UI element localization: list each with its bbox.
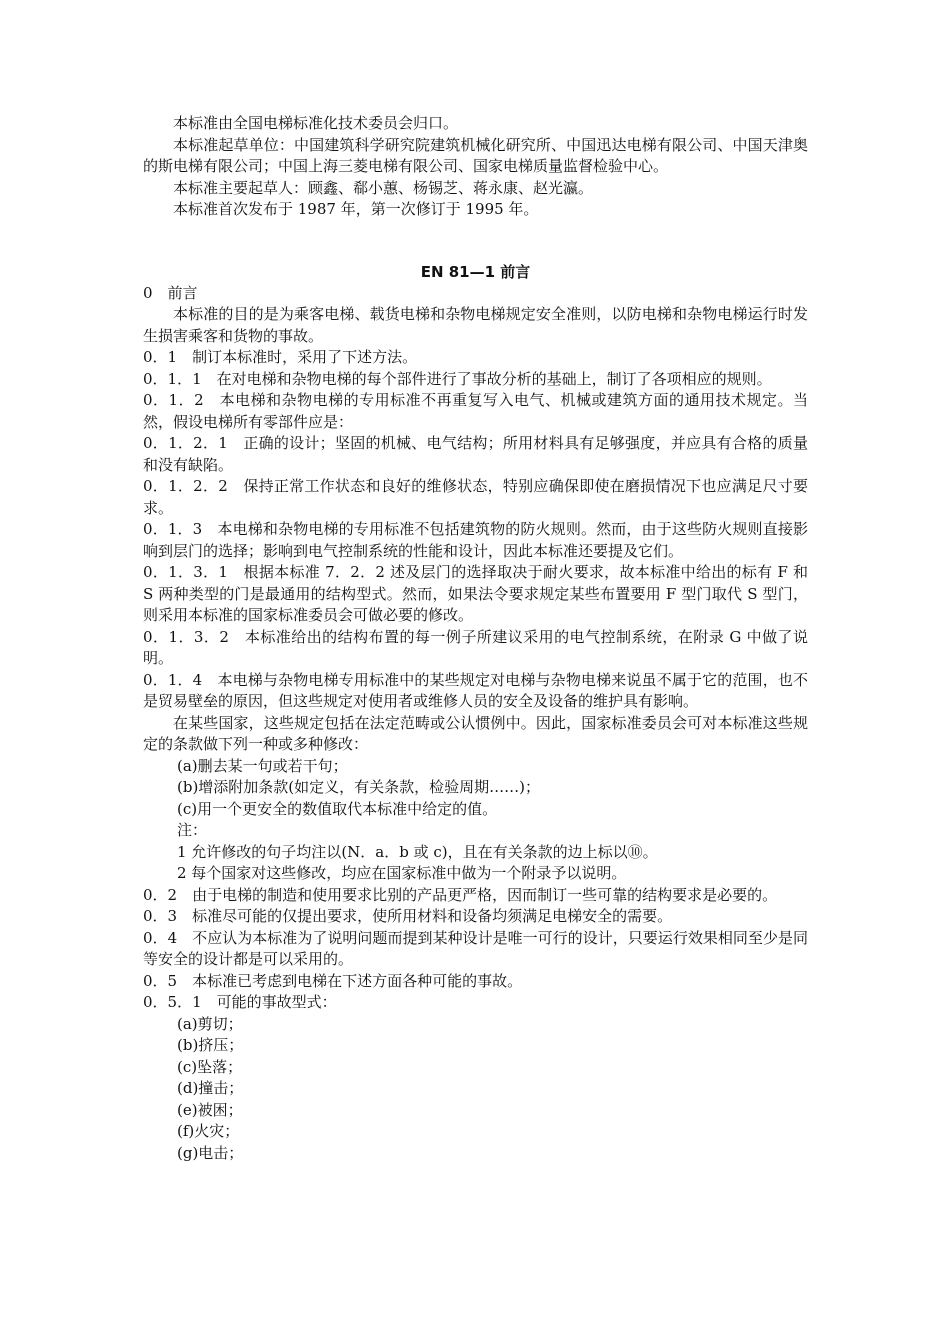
note-item: 2 每个国家对这些修改，均应在国家标准中做为一个附录予以说明。 xyxy=(177,864,627,882)
intro-paragraph: 本标准首次发布于 1987 年，第一次修订于 1995 年。 xyxy=(173,200,539,218)
list-item: (b)挤压； xyxy=(177,1036,244,1054)
clause-paragraph: 0．3 标准尽可能的仅提出要求，使所用材料和设备均须满足电梯安全的需要。 xyxy=(143,907,673,925)
clause-paragraph: 0．1 制订本标准时，采用了下述方法。 xyxy=(143,348,418,366)
note-item: 1 允许修改的句子均注以(N．a．b 或 c)，且在有关条款的边上标以⑩。 xyxy=(177,842,658,861)
clause-paragraph: 0．5．1 可能的事故型式： xyxy=(143,993,337,1011)
clause-paragraph: 0．1．4 本电梯与杂物电梯专用标准中的某些规定对电梯与杂物电梯来说虽不属于它的范围，也不是贸易壁垒的原因，但这些规定对使用者或维修人员的安全及设备的维护具有影响。 xyxy=(143,670,808,710)
body-paragraph: 本标准的目的是为乘客电梯、载货电梯和杂物电梯规定安全准则，以防电梯和杂物电梯运行时发生损害乘客和货物的事故。 xyxy=(143,305,808,345)
list-item: (c)用一个更安全的数值取代本标准中给定的值。 xyxy=(177,799,498,818)
clause-paragraph: 0．2 由于电梯的制造和使用要求比别的产品更严格，因而制订一些可靠的结构要求是必要的。 xyxy=(143,885,778,904)
list-item: (a)删去某一句或若干句； xyxy=(177,756,348,775)
clause-paragraph: 0．5 本标准已考虑到电梯在下述方面各种可能的事故。 xyxy=(143,971,523,990)
clause-paragraph: 0．1．2．2 保持正常工作状态和良好的维修状态，特别应确保即使在磨损情况下也应满足尺寸要求。 xyxy=(143,477,808,517)
note-label: 注： xyxy=(177,821,208,839)
list-item: (a)剪切； xyxy=(177,1014,243,1033)
list-item: (g)电击； xyxy=(177,1143,244,1162)
list-item: (d)撞击； xyxy=(177,1079,244,1097)
clause-paragraph: 0．1．3．1 根据本标准 7．2．2 述及层门的选择取决于耐火要求，故本标准中给出的标有 F 和 S 两种类型的门是最通用的结构型式。然而，如果法令要求规定某些布置要用 F 型门取代 S 型门，则采用本标准的国家标准委员会可做必要的修改。 xyxy=(143,563,808,624)
clause-paragraph: 0．1．2．1 正确的设计；坚固的机械、电气结构；所用材料具有足够强度，并应具有合格的质量和没有缺陷。 xyxy=(143,434,808,474)
intro-paragraph: 本标准起草单位：中国建筑科学研究院建筑机械化研究所、中国迅达电梯有限公司、中国天津奥的斯电梯有限公司；中国上海三菱电梯有限公司、国家电梯质量监督检验中心。 xyxy=(143,135,808,175)
clause-paragraph: 0．1．3．2 本标准给出的结构布置的每一例子所建议采用的电气控制系统，在附录 G 中做了说明。 xyxy=(143,627,808,667)
list-item: (f)火灾； xyxy=(177,1122,240,1140)
clause-paragraph: 0．1．2 本电梯和杂物电梯的专用标准不再重复写入电气、机械或建筑方面的通用技术规定。当然，假设电梯所有零部件应是： xyxy=(143,391,808,431)
clause-heading: 0 前言 xyxy=(143,283,198,302)
clause-paragraph: 0．1．1 在对电梯和杂物电梯的每个部件进行了事故分析的基础上，制订了各项相应的规则。 xyxy=(143,369,772,388)
section-title: EN 81—1 前言 xyxy=(420,262,531,281)
body-paragraph: 在某些国家，这些规定包括在法定范畴或公认惯例中。因此，国家标准委员会可对本标准这些规定的条款做下列一种或多种修改： xyxy=(143,713,808,753)
clause-paragraph: 0．4 不应认为本标准为了说明问题而提到某种设计是唯一可行的设计，只要运行效果相同至少是同等安全的设计都是可以采用的。 xyxy=(143,928,808,968)
document-page xyxy=(143,113,808,1164)
list-item: (e)被困； xyxy=(177,1100,243,1119)
intro-paragraph: 本标准主要起草人：顾鑫、郗小蕙、杨锡芝、蒋永康、赵光瀛。 xyxy=(173,178,594,197)
intro-paragraph: 本标准由全国电梯标准化技术委员会归口。 xyxy=(173,114,459,132)
clause-paragraph: 0．1．3 本电梯和杂物电梯的专用标准不包括建筑物的防火规则。然而，由于这些防火规则直接影响到层门的选择；影响到电气控制系统的性能和设计，因此本标准还要提及它们。 xyxy=(143,520,808,560)
list-item: (b)增添附加条款(如定义，有关条款，检验周期……)； xyxy=(177,778,541,796)
list-item: (c)坠落； xyxy=(177,1057,243,1076)
